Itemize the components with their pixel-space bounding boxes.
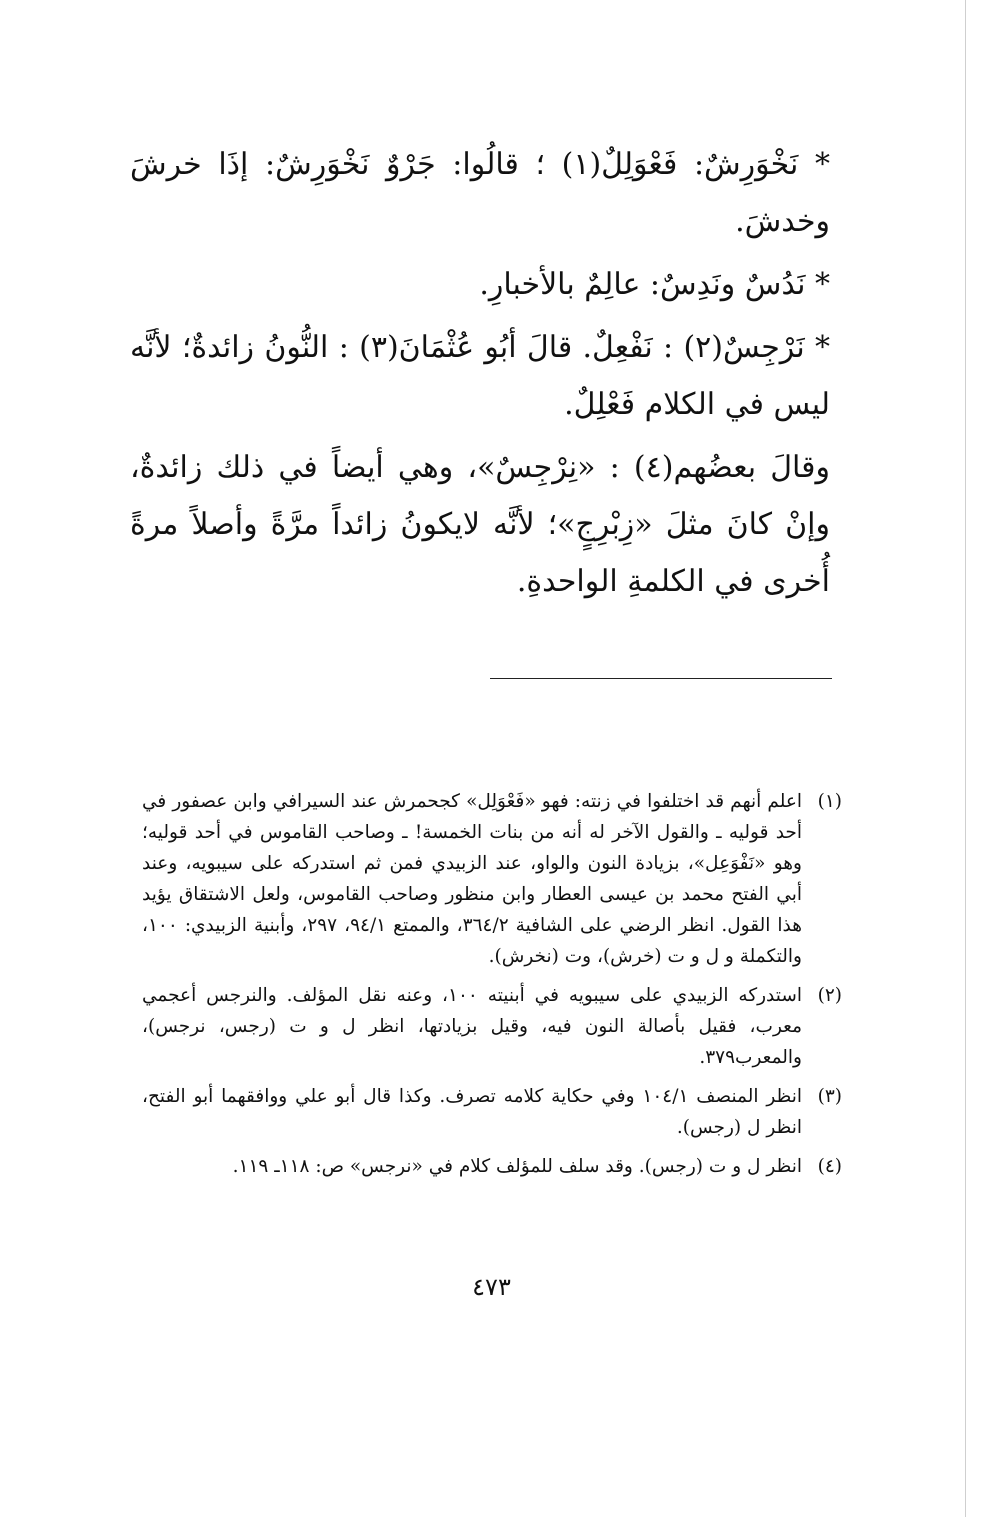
entry-nakhwarish: * نَخْوَرِشٌ: فَعْوَلِلٌ(١) ؛ قالُوا: جَرْوٌ نَخْوَرِشٌ: إذَا خرشَ وخدشَ. — [130, 147, 830, 239]
entry-nirjis: وقالَ بعضُهم(٤) : «نِرْجِسٌ»، وهي أيضاً في ذلك زائدةٌ، وإنْ كانَ مثلَ «زِبْرِجٍ»؛ لأنَّه لايكونُ زائداً مرَّةً وأصلاً مرةً أُخرى في الكلمةِ الواحدةِ. — [130, 450, 830, 599]
footnote-4 — [142, 1151, 842, 1182]
footnote-text: استدركه الزبيدي على سيبويه في أبنيته ١٠٠، وعنه نقل المؤلف. والنرجس أعجمي معرب، فقيل بأصالة النون فيه، وقيل بزيادتها، انظر ل و ت (رجس، نرجس)، والمعرب٣٧٩. — [142, 985, 802, 1068]
entry-narjis: * نَرْجِسٌ(٢) : نَفْعِلٌ. قالَ أبُو عُثْمَانَ(٣) : النُّونُ زائدةٌ؛ لأنَّه ليس في الكلام فَعْلِلٌ. — [130, 330, 831, 422]
footnote-divider — [490, 678, 832, 679]
footnote-text: اعلم أنهم قد اختلفوا في زنته: فهو «فَعْوَلِل» كجحمرش عند السيرافي وابن عصفور في أحد قوليه ـ والقول الآخر له أنه من بنات الخمسة! ـ وصاحب القاموس في أحد قوليه؛ وهو «نَفْوَعِل»، بزيادة النون والواو، عند الزبيدي فمن ثم استدركه على سيبويه، وعند أبي الفتح محمد بن عيسى العطار وابن منظور وصاحب القاموس، ولعل الاشتقاق يؤيد هذا القول. انظر الرضي على الشافية ٣٦٤/٢، والممتع ٩٤/١، ٢٩٧، وأبنية الزبيدي: ١٠٠، والتكملة و ل و ت (خرش)، وت (نخرش). — [142, 791, 803, 967]
page-number: ٤٧٣ — [472, 1273, 511, 1301]
footnotes — [142, 786, 842, 1190]
footnote-number: (٢) — [817, 985, 842, 1006]
footnote-number: (١) — [817, 791, 842, 812]
footnote-2 — [142, 980, 842, 1073]
entry-nadus: * نَدُسٌ ونَدِسٌ: عالِمٌ بالأخبارِ. — [479, 267, 830, 302]
footnote-3 — [142, 1081, 842, 1143]
footnote-text: انظر المنصف ١٠٤/١ وفي حكاية كلامه تصرف. وكذا قال أبو علي ووافقهما أبو الفتح، انظر ل (رجس). — [142, 1086, 803, 1138]
footnote-number: (٤) — [817, 1156, 842, 1177]
footnote-1 — [142, 786, 842, 972]
footnote-number: (٣) — [817, 1086, 842, 1107]
footnote-text: انظر ل و ت (رجس). وقد سلف للمؤلف كلام في «نرجس» ص: ١١٨ـ ١١٩. — [232, 1156, 802, 1177]
main-text — [130, 136, 830, 616]
